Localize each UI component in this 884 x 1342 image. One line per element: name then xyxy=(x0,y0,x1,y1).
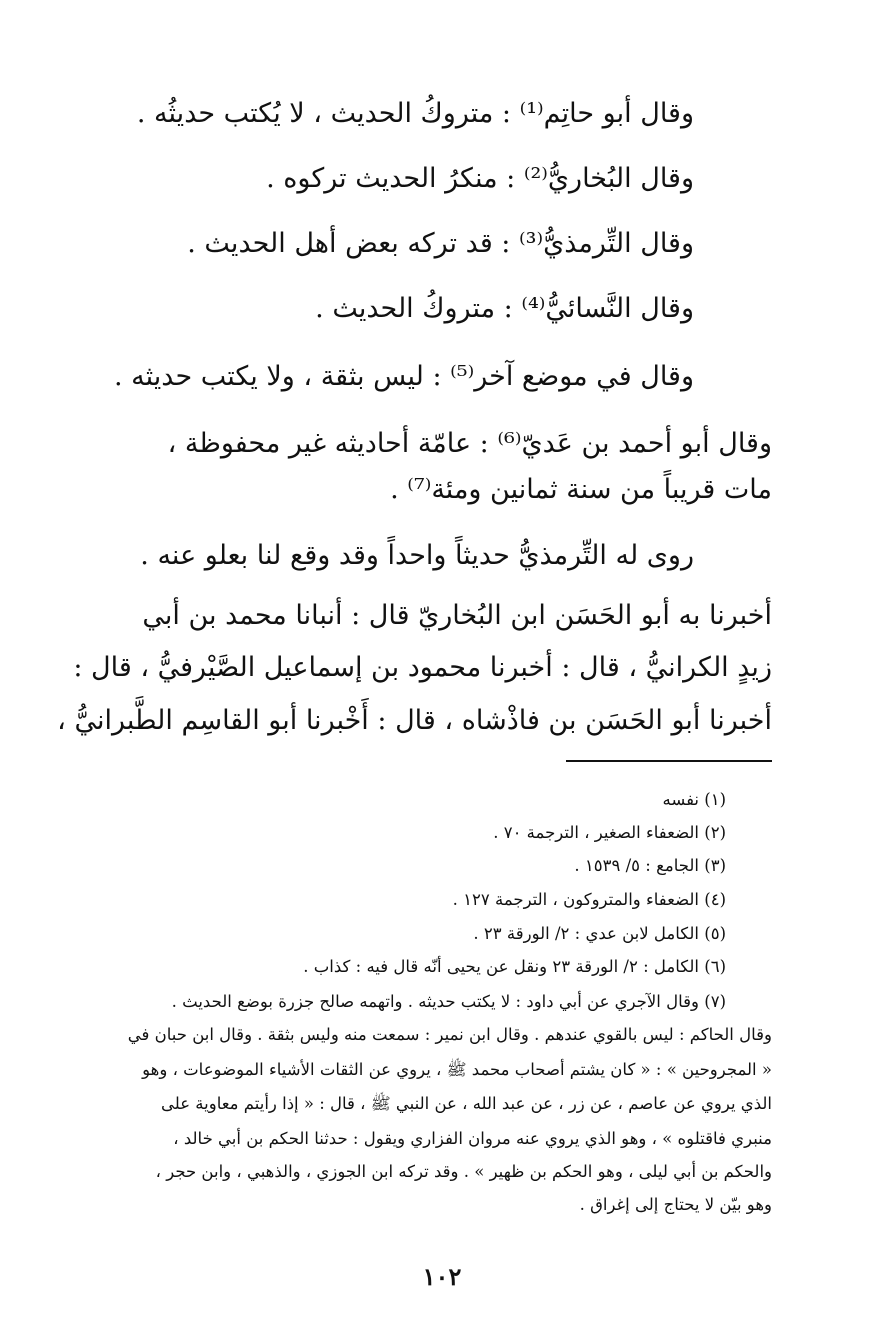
footnote-line-13: وهو بيّن لا يحتاج إلى إغراق . xyxy=(579,1195,772,1214)
footnote-line-8: وقال الحاكم : ليس بالقوي عندهم . وقال ابن نمير : سمعت منه وليس بثقة . وقال ابن حبان في xyxy=(127,1025,772,1044)
main-text-line-11: أخبرنا أبو الحَسَن بن فاذْشاه ، قال : أَخْبرنا أبو القاسِم الطَّبرانيُّ ، xyxy=(57,705,772,736)
footnote-line-9: « المجروحين » : « كان يشتم أصحاب محمد ﷺ ، يروي عن الثقات الأشياء الموضوعات ، وهو xyxy=(142,1060,772,1079)
main-text-line-9: أخبرنا به أبو الحَسَن ابن البُخاريّ قال : أنبانا محمد بن أبي xyxy=(142,600,772,631)
footnote-line-1: (١) نفسه xyxy=(662,790,726,809)
main-text-line-7: مات قريباً من سنة ثمانين ومئة⁽⁷⁾ . xyxy=(390,474,772,505)
main-text-line-8: روى له التِّرمذيُّ حديثاً واحداً وقد وقع لنا بعلو عنه . xyxy=(140,540,694,571)
footnote-line-6: (٦) الكامل : ٢/ الورقة ٢٣ ونقل عن يحيى أنّه قال فيه : كذاب . xyxy=(303,957,726,976)
main-text-line-1: وقال أبو حاتِم⁽¹⁾ : متروكُ الحديث ، لا يُكتب حديثُه . xyxy=(136,98,694,129)
page-number: ١٠٢ xyxy=(422,1262,462,1291)
footnote-line-5: (٥) الكامل لابن عدي : ٢/ الورقة ٢٣ . xyxy=(473,924,726,943)
footnote-divider xyxy=(566,760,772,762)
main-text-line-5: وقال في موضع آخر⁽⁵⁾ : ليس بثقة ، ولا يكتب حديثه . xyxy=(113,361,694,392)
footnote-line-3: (٣) الجامع : ٥/ ١٥٣٩ . xyxy=(574,856,726,875)
footnote-line-10: الذي يروي عن عاصم ، عن زر ، عن عبد الله ، عن النبي ﷺ ، قال : « إذا رأيتم معاوية على xyxy=(160,1094,772,1113)
main-text-line-10: زيدٍ الكرانيُّ ، قال : أخبرنا محمود بن إسماعيل الصَّيْرفيُّ ، قال : xyxy=(73,652,772,683)
footnote-line-11: منبري فاقتلوه » ، وهو الذي يروي عنه مروان الفزاري ويقول : حدثنا الحكم بن أبي خالد ، xyxy=(173,1129,772,1148)
main-text-line-6: وقال أبو أحمد بن عَديّ⁽⁶⁾ : عامّة أحاديثه غير محفوظة ، xyxy=(167,428,772,459)
main-text-line-2: وقال البُخاريُّ⁽²⁾ : منكرُ الحديث تركوه . xyxy=(266,163,694,194)
footnote-line-4: (٤) الضعفاء والمتروكون ، الترجمة ١٢٧ . xyxy=(452,890,726,909)
footnote-line-7: (٧) وقال الآجري عن أبي داود : لا يكتب حديثه . واتهمه صالح جزرة بوضع الحديث . xyxy=(171,992,726,1011)
main-text-line-3: وقال التِّرمذيُّ⁽³⁾ : قد تركه بعض أهل الحديث . xyxy=(187,228,694,259)
main-text-line-4: وقال النَّسائيُّ⁽⁴⁾ : متروكُ الحديث . xyxy=(315,293,694,324)
footnote-line-2: (٢) الضعفاء الصغير ، الترجمة ٧٠ . xyxy=(493,823,726,842)
footnote-line-12: والحكم بن أبي ليلى ، وهو الحكم بن ظهير » . وقد تركه ابن الجوزي ، والذهبي ، وابن حجر ، xyxy=(155,1162,772,1181)
